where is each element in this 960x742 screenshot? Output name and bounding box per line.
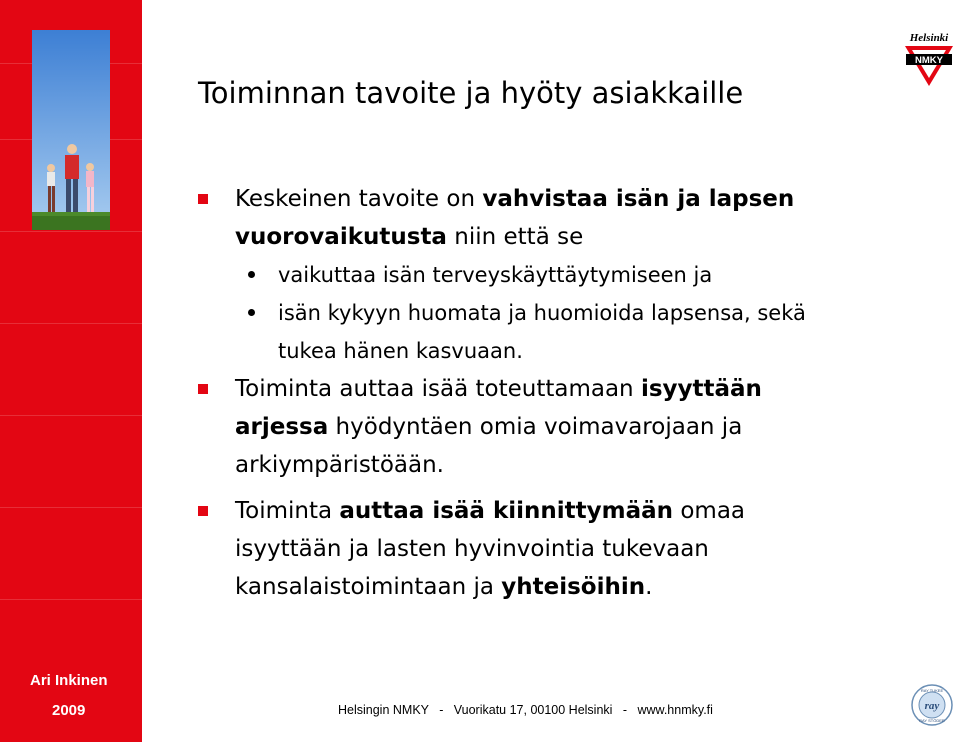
presentation-year: 2009 (52, 702, 86, 719)
bullet-text-bold: isyyttään arjessa (235, 376, 762, 440)
round-bullet-icon (248, 271, 255, 278)
ray-logo-ring-bottom: RAY STÖDER (919, 718, 945, 723)
bullet-1 (196, 180, 856, 256)
svg-text:Helsinki: Helsinki (909, 32, 949, 44)
round-bullet-icon (248, 309, 255, 316)
bullet-2 (196, 370, 856, 484)
bullet-text: Keskeinen tavoite on (235, 186, 483, 212)
sidebar-divider (0, 231, 142, 232)
subbullet-2 (196, 294, 856, 370)
sidebar-divider (0, 507, 142, 508)
family-photo (32, 30, 110, 230)
footer-info: Helsingin NMKY - Vuorikatu 17, 00100 Helsinki - www.hnmky.fi (338, 703, 713, 717)
bullet-text: omaa isyyttään ja lasten hyvinvointia tukevaan kansalaistoimintaan ja (235, 498, 746, 600)
square-bullet-icon (198, 384, 208, 394)
bullet-text: Toiminta auttaa isää toteuttamaan (235, 376, 641, 402)
ray-logo (911, 684, 953, 726)
subbullet-text: vaikuttaa isän terveyskäyttäytymiseen ja (278, 263, 713, 287)
bullet-text-bold: vahvistaa isän ja lapsen vuorovaikutusta (235, 186, 795, 250)
svg-text:NMKY: NMKY (915, 55, 943, 66)
bullet-3 (196, 492, 856, 606)
bullet-text: Toiminta (235, 498, 340, 524)
slide-content (196, 180, 856, 606)
ray-logo-text: ray (924, 700, 940, 712)
sidebar-divider (0, 415, 142, 416)
author-name: Ari Inkinen (30, 672, 108, 689)
square-bullet-icon (198, 194, 208, 204)
bullet-text: . (645, 574, 653, 600)
bullet-text: hyödyntäen omia voimavarojaan ja arkiympäristöään. (235, 414, 743, 478)
subbullet-text: isän kykyyn huomata ja huomioida lapsensa, sekä tukea hänen kasvuaan. (278, 301, 806, 363)
helsinki-nmky-logo (902, 30, 956, 90)
bullet-text-bold: yhteisöihin (501, 574, 646, 600)
square-bullet-icon (198, 506, 208, 516)
bullet-text: niin että se (446, 224, 584, 250)
sidebar-divider (0, 323, 142, 324)
subbullet-1 (196, 256, 856, 294)
sidebar-divider (0, 599, 142, 600)
left-sidebar (0, 0, 142, 742)
ray-logo-ring-top: RAY TUKEE (920, 688, 944, 693)
slide-title: Toiminnan tavoite ja hyöty asiakkaille (198, 76, 744, 110)
bullet-text-bold: auttaa isää kiinnittymään (339, 498, 674, 524)
